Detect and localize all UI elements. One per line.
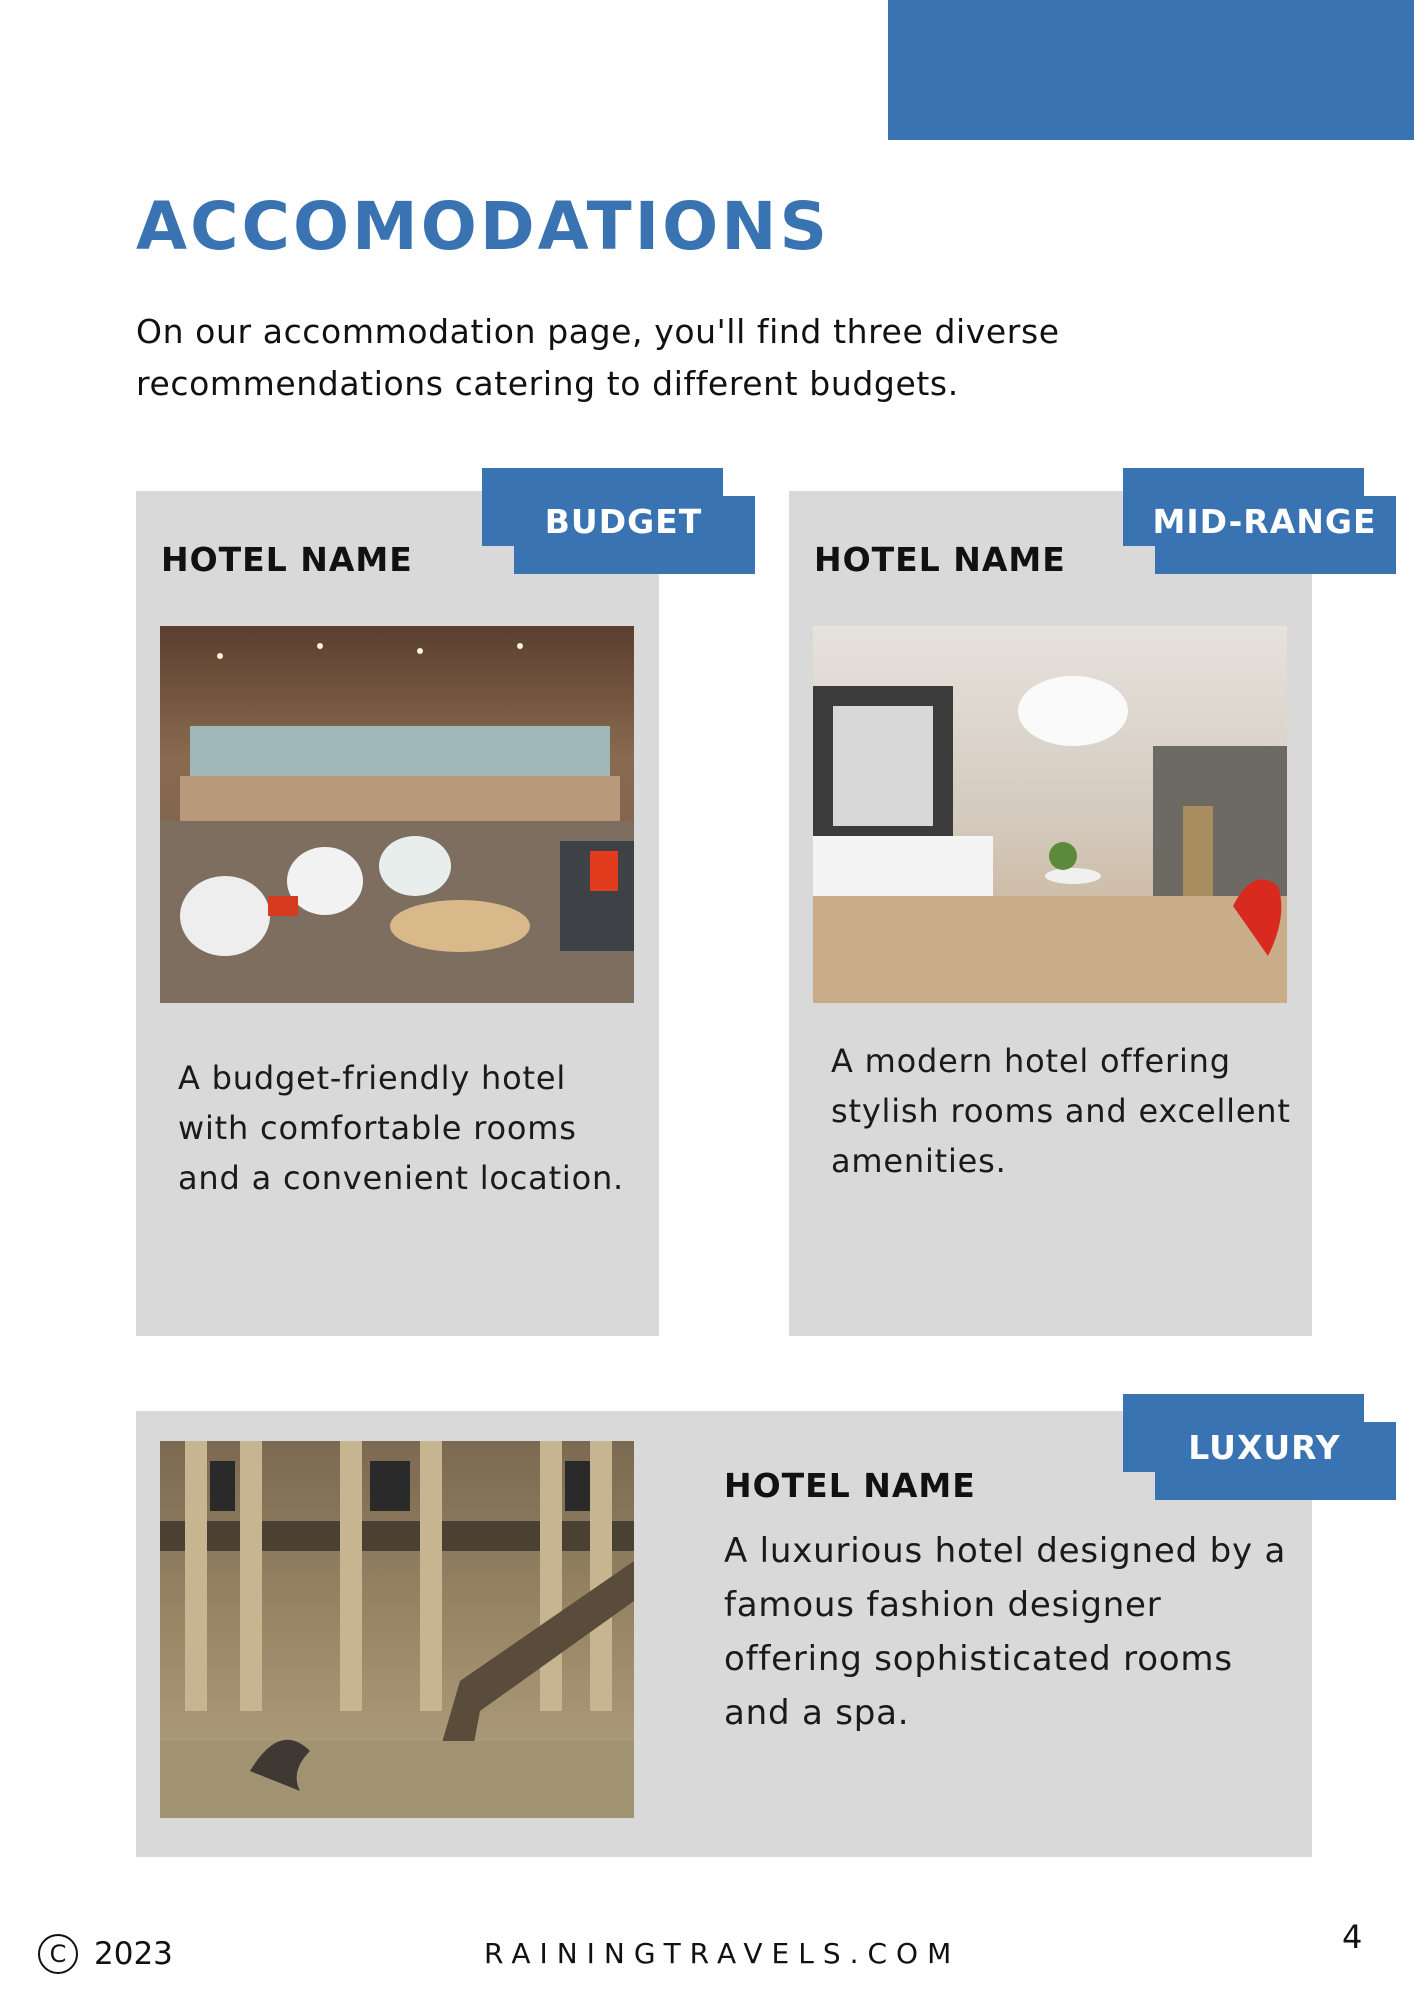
hotel-photo-reception xyxy=(813,626,1287,1003)
hotel-photo-atrium xyxy=(160,1441,634,1818)
category-label: LUXURY xyxy=(1188,1427,1341,1467)
category-label: MID-RANGE xyxy=(1152,501,1377,541)
category-tag-mid-range xyxy=(1123,468,1396,574)
hotel-name: HOTEL NAME xyxy=(161,540,413,579)
hotel-photo-lobby xyxy=(160,626,634,1003)
copyright-icon: C xyxy=(38,1934,78,1974)
page-number: 4 xyxy=(1342,1918,1363,1956)
category-label: BUDGET xyxy=(544,501,703,541)
page-title: ACCOMODATIONS xyxy=(136,188,831,265)
category-tag-budget xyxy=(482,468,755,574)
hotel-description: A luxurious hotel designed by a famous fashion designer offering sophisticated rooms and a spa. xyxy=(724,1531,1287,1733)
hotel-description: A budget-friendly hotel with comfortable rooms and a convenient location. xyxy=(178,1059,625,1197)
hotel-description: A modern hotel offering stylish rooms and excellent amenities. xyxy=(831,1042,1291,1180)
hotel-name: HOTEL NAME xyxy=(814,540,1066,579)
hotel-name: HOTEL NAME xyxy=(724,1466,976,1505)
corner-accent-bar xyxy=(888,0,1414,140)
footer-copyright xyxy=(38,1934,173,1974)
category-tag-luxury xyxy=(1123,1394,1396,1500)
footer-website[interactable]: RAININGTRAVELS.COM xyxy=(484,1937,961,1970)
copyright-year: 2023 xyxy=(94,1936,173,1972)
intro-paragraph: On our accommodation page, you'll find three diverse recommendations catering to different budgets. xyxy=(136,312,1060,403)
